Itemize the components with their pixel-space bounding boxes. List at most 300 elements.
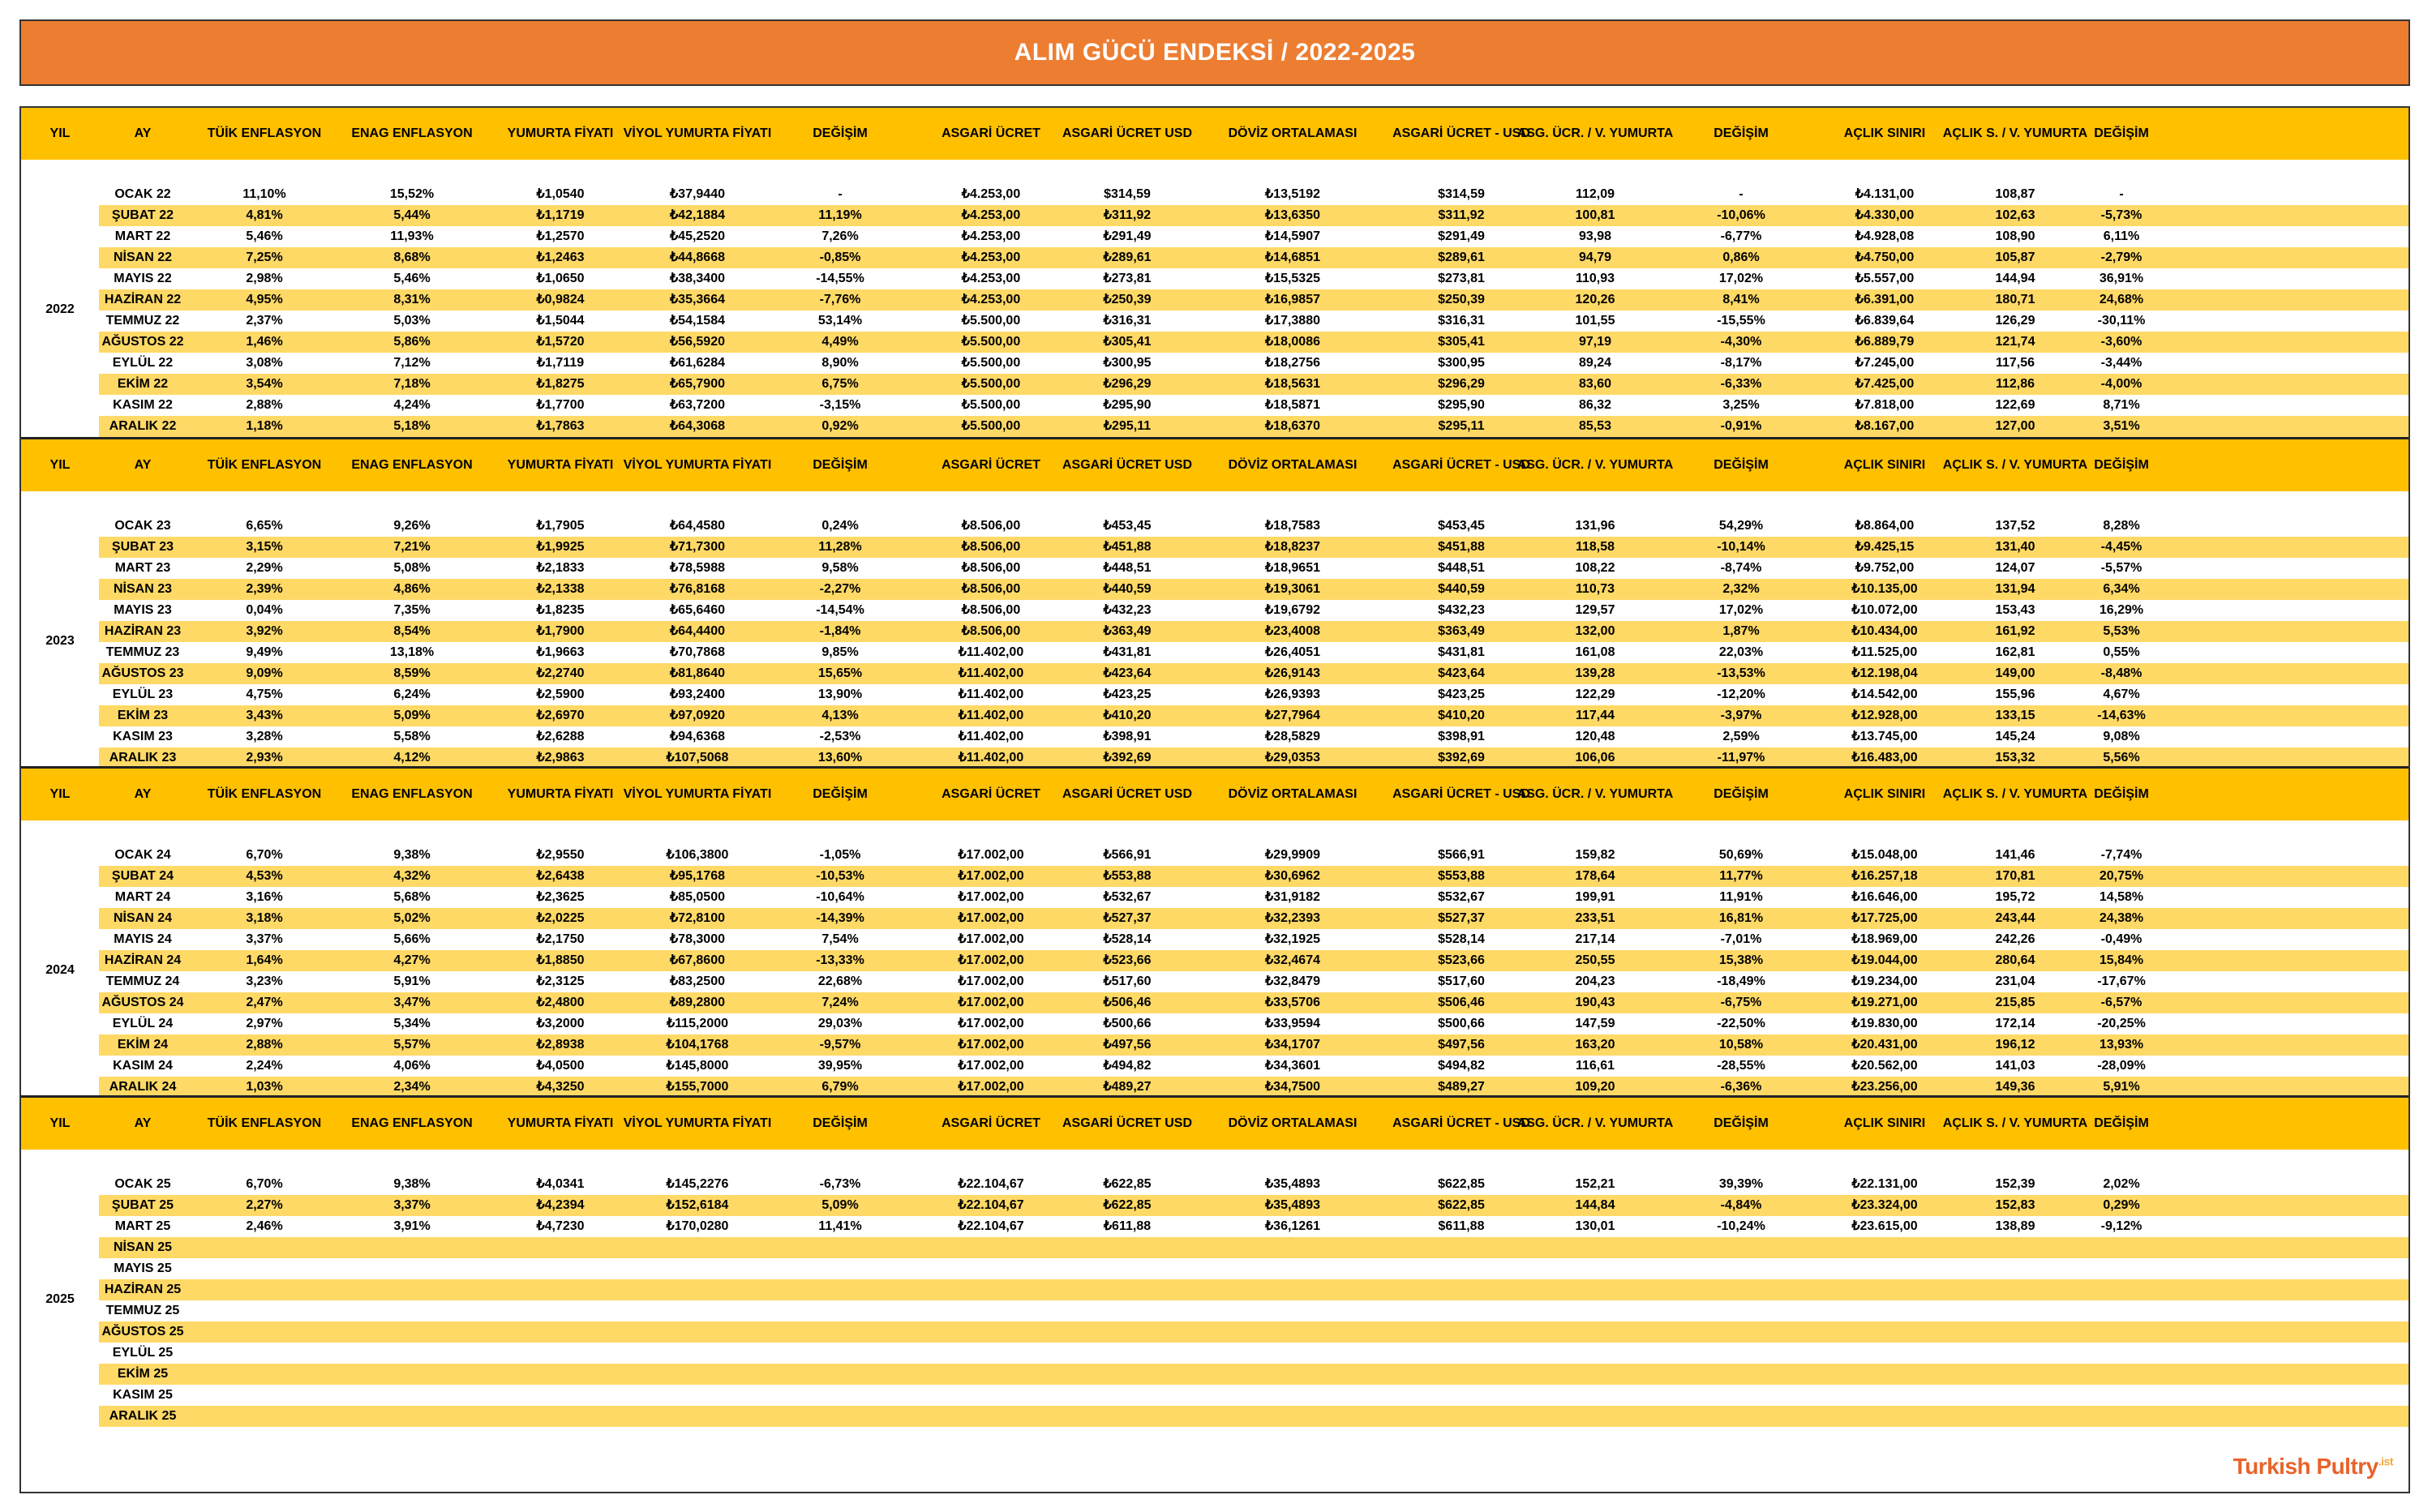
column-header: ASG. ÜCR. / V. YUMURTA [1516, 1116, 1674, 1130]
value-cell: 3,54% [246, 377, 283, 391]
month-cell: MART 24 [114, 890, 171, 904]
value-cell: 5,18% [393, 419, 431, 433]
value-cell: ₺32,2393 [1264, 911, 1320, 925]
value-cell [1660, 1279, 1822, 1300]
value-cell: ₺152,6184 [666, 1198, 729, 1212]
value-cell: -14,55% [816, 272, 864, 285]
value-cell: -17,67% [2097, 974, 2146, 988]
value-cell: 3,92% [246, 624, 283, 638]
value-cell: -4,45% [2100, 540, 2142, 554]
column-header: ASGARİ ÜCRET USD [1062, 126, 1192, 140]
column-header: VİYOL YUMURTA FİYATI [623, 126, 772, 140]
value-cell: ₺11.402,00 [958, 730, 1024, 743]
column-header: VİYOL YUMURTA FİYATI [623, 787, 772, 801]
value-cell: 0,04% [246, 603, 283, 617]
value-cell: 7,18% [393, 377, 431, 391]
month-cell: AĞUSTOS 24 [101, 996, 184, 1009]
value-cell: ₺76,8168 [669, 582, 725, 596]
value-cell: ₺72,8100 [669, 911, 725, 925]
value-cell: 180,71 [1995, 293, 2035, 306]
value-cell [2040, 1279, 2203, 1300]
value-cell: 155,96 [1995, 687, 2035, 701]
column-header: ENAG ENFLASYON [351, 1116, 473, 1130]
value-cell [1212, 1364, 1374, 1385]
column-header: DEĞİŞİM [1714, 458, 1769, 472]
value-cell: ₺35,4893 [1264, 1198, 1320, 1212]
value-cell: $528,14 [1438, 932, 1485, 946]
value-cell: ₺36,1261 [1264, 1219, 1320, 1233]
value-cell: ₺18.969,00 [1851, 932, 1918, 946]
value-cell: ₺34,7500 [1264, 1080, 1320, 1094]
month-cell: MAYIS 25 [114, 1261, 172, 1275]
column-header: AÇLIK S. / V. YUMURTA [1942, 126, 2088, 140]
column-header: ASGARİ ÜCRET [941, 458, 1040, 472]
value-cell: ₺13,5192 [1264, 187, 1320, 201]
value-cell: ₺1,8235 [536, 603, 585, 617]
month-cell: ARALIK 23 [109, 751, 177, 765]
table-row [21, 971, 2408, 992]
value-cell: ₺13,6350 [1264, 208, 1320, 222]
value-cell: 5,91% [393, 974, 431, 988]
value-cell [759, 1258, 921, 1279]
value-cell: ₺17.002,00 [958, 932, 1024, 946]
purchasing-power-table [19, 106, 2410, 1493]
value-cell: ₺15.048,00 [1851, 848, 1918, 862]
value-cell: ₺5.500,00 [961, 335, 1021, 349]
value-cell: ₺56,5920 [669, 335, 725, 349]
value-cell: ₺250,39 [1103, 293, 1152, 306]
value-cell: 149,00 [1995, 666, 2035, 680]
column-header: DEĞİŞİM [1714, 126, 1769, 140]
value-cell [616, 1343, 778, 1364]
value-cell: -6,33% [1720, 377, 1762, 391]
value-cell [616, 1364, 778, 1385]
value-cell: 3,37% [246, 932, 283, 946]
value-cell [1514, 1385, 1676, 1406]
value-cell: - [838, 187, 843, 201]
column-header: YUMURTA FİYATI [507, 458, 614, 472]
value-cell: $497,56 [1438, 1038, 1485, 1052]
column-header: TÜİK ENFLASYON [207, 126, 322, 140]
value-cell: 5,86% [393, 335, 431, 349]
value-cell: ₺4.253,00 [961, 187, 1021, 201]
value-cell [331, 1321, 493, 1343]
value-cell: 3,37% [393, 1198, 431, 1212]
value-cell [2040, 1364, 2203, 1385]
value-cell [616, 1258, 778, 1279]
value-cell: 29,03% [817, 1017, 863, 1030]
month-cell: ŞUBAT 25 [111, 1198, 174, 1212]
column-header: TÜİK ENFLASYON [207, 1116, 322, 1130]
value-cell: ₺2,3125 [536, 974, 585, 988]
value-cell: ₺431,81 [1103, 645, 1152, 659]
month-cell: NİSAN 24 [113, 911, 173, 925]
value-cell: -2,27% [819, 582, 861, 596]
value-cell: $289,61 [1438, 251, 1485, 264]
month-cell: EKİM 24 [117, 1038, 169, 1052]
value-cell: ₺1,9925 [536, 540, 585, 554]
table-row [21, 374, 2408, 395]
month-cell: HAZİRAN 25 [104, 1283, 182, 1296]
value-cell [1046, 1300, 1208, 1321]
value-cell: ₺26,4051 [1264, 645, 1320, 659]
value-cell [616, 1406, 778, 1427]
value-cell: $553,88 [1438, 869, 1485, 883]
value-cell: 5,44% [393, 208, 431, 222]
value-cell: 8,41% [1722, 293, 1760, 306]
value-cell [183, 1385, 345, 1406]
value-cell: 7,54% [821, 932, 859, 946]
value-cell: 15,38% [1718, 953, 1764, 967]
value-cell: 2,93% [246, 751, 283, 765]
value-cell: ₺61,6284 [669, 356, 725, 370]
value-cell: 110,93 [1575, 272, 1615, 285]
value-cell [1660, 1258, 1822, 1279]
value-cell: ₺33,9594 [1264, 1017, 1320, 1030]
value-cell: ₺32,4674 [1264, 953, 1320, 967]
value-cell: 13,60% [817, 751, 863, 765]
value-cell: 11,93% [390, 229, 434, 243]
value-cell: ₺34,1707 [1264, 1038, 1320, 1052]
value-cell: ₺392,69 [1103, 751, 1152, 765]
value-cell: -7,74% [2100, 848, 2142, 862]
value-cell: 108,90 [1995, 229, 2035, 243]
value-cell: ₺23.256,00 [1851, 1080, 1918, 1094]
value-cell [759, 1321, 921, 1343]
value-cell: ₺16.483,00 [1851, 751, 1918, 765]
value-cell [1660, 1237, 1822, 1258]
value-cell: 196,12 [1995, 1038, 2035, 1052]
value-cell: $523,66 [1438, 953, 1485, 967]
value-cell [331, 1300, 493, 1321]
value-cell: ₺4,2394 [536, 1198, 585, 1212]
value-cell: $527,37 [1438, 911, 1485, 925]
value-cell: ₺32,8479 [1264, 974, 1320, 988]
value-cell: ₺410,20 [1103, 709, 1152, 722]
value-cell: ₺89,2800 [669, 996, 725, 1009]
value-cell: -14,54% [816, 603, 864, 617]
value-cell [1514, 1364, 1676, 1385]
value-cell: 243,44 [1995, 911, 2035, 925]
value-cell: ₺4,0341 [536, 1177, 585, 1191]
value-cell: ₺432,23 [1103, 603, 1152, 617]
value-cell: 152,21 [1575, 1177, 1615, 1191]
value-cell: ₺448,51 [1103, 561, 1152, 575]
value-cell: ₺1,8850 [536, 953, 585, 967]
value-cell: ₺423,64 [1103, 666, 1152, 680]
value-cell [183, 1364, 345, 1385]
column-header: AÇLIK S. / V. YUMURTA [1942, 1116, 2088, 1130]
value-cell [616, 1237, 778, 1258]
table-row [21, 184, 2408, 205]
month-cell: TEMMUZ 23 [105, 645, 180, 659]
value-cell: $295,90 [1438, 398, 1485, 412]
value-cell: 2,24% [246, 1059, 283, 1073]
column-header: ASGARİ ÜCRET - USD [1392, 126, 1530, 140]
value-cell: 97,19 [1578, 335, 1612, 349]
value-cell: 124,07 [1995, 561, 2035, 575]
value-cell: ₺18,5871 [1264, 398, 1320, 412]
value-cell: ₺18,9651 [1264, 561, 1320, 575]
value-cell: 3,43% [246, 709, 283, 722]
value-cell: 117,56 [1995, 356, 2035, 370]
value-cell: -0,49% [2100, 932, 2142, 946]
value-cell [2040, 1321, 2203, 1343]
value-cell: 11,28% [818, 540, 862, 554]
table-row [21, 1174, 2408, 1195]
value-cell [1046, 1258, 1208, 1279]
value-cell: 1,64% [246, 953, 283, 967]
value-cell: ₺17.002,00 [958, 848, 1024, 862]
value-cell: 4,27% [393, 953, 431, 967]
value-cell [2040, 1385, 2203, 1406]
value-cell: 50,69% [1718, 848, 1764, 862]
value-cell: ₺8.506,00 [961, 624, 1021, 638]
value-cell: $291,49 [1438, 229, 1485, 243]
column-header: AÇLIK S. / V. YUMURTA [1942, 458, 2088, 472]
value-cell: ₺1,0540 [536, 187, 585, 201]
value-cell: -14,39% [816, 911, 864, 925]
value-cell: ₺2,2740 [536, 666, 585, 680]
value-cell [1212, 1406, 1374, 1427]
month-cell: OCAK 24 [114, 848, 171, 862]
value-cell: 5,53% [2103, 624, 2140, 638]
value-cell: -18,49% [1717, 974, 1765, 988]
value-cell: 3,23% [246, 974, 283, 988]
value-cell: ₺8.506,00 [961, 540, 1021, 554]
value-cell: ₺2,5900 [536, 687, 585, 701]
value-cell: -3,60% [2100, 335, 2142, 349]
value-cell: ₺64,4580 [669, 519, 725, 533]
header-row [21, 439, 2408, 491]
value-cell: -6,36% [1720, 1080, 1762, 1094]
value-cell: 121,74 [1995, 335, 2035, 349]
value-cell [1212, 1343, 1374, 1364]
value-cell: ₺1,0650 [536, 272, 585, 285]
value-cell: ₺489,27 [1103, 1080, 1152, 1094]
value-cell: $506,46 [1438, 996, 1485, 1009]
month-cell: TEMMUZ 25 [105, 1304, 180, 1317]
table-row [21, 1258, 2408, 1279]
value-cell: ₺30,6962 [1264, 869, 1320, 883]
value-cell: 5,57% [393, 1038, 431, 1052]
value-cell: 5,08% [393, 561, 431, 575]
value-cell: 117,44 [1575, 709, 1615, 722]
value-cell: ₺296,29 [1103, 377, 1152, 391]
value-cell: ₺305,41 [1103, 335, 1152, 349]
value-cell: ₺17.002,00 [958, 1080, 1024, 1094]
value-cell: 204,23 [1575, 974, 1615, 988]
value-cell: ₺155,7000 [666, 1080, 729, 1094]
value-cell: -2,79% [2100, 251, 2142, 264]
column-header: YUMURTA FİYATI [507, 787, 614, 801]
month-cell: MART 23 [114, 561, 171, 575]
value-cell: ₺5.500,00 [961, 314, 1021, 328]
value-cell [1514, 1279, 1676, 1300]
value-cell: -0,91% [1720, 419, 1762, 433]
table-row [21, 908, 2408, 929]
column-header: AÇLIK S. / V. YUMURTA [1942, 787, 2088, 801]
value-cell [1046, 1237, 1208, 1258]
value-cell: $453,45 [1438, 519, 1485, 533]
month-cell: KASIM 24 [113, 1059, 173, 1073]
month-cell: OCAK 23 [114, 519, 171, 533]
value-cell: ₺517,60 [1103, 974, 1152, 988]
value-cell: ₺18,2756 [1264, 356, 1320, 370]
value-cell: -10,53% [816, 869, 864, 883]
year-block-2023 [21, 437, 2408, 775]
column-header: ENAG ENFLASYON [351, 458, 473, 472]
table-row [21, 845, 2408, 866]
value-cell [1212, 1300, 1374, 1321]
value-cell: ₺4.253,00 [961, 272, 1021, 285]
table-row [21, 1364, 2408, 1385]
value-cell: ₺32,1925 [1264, 932, 1320, 946]
value-cell [2040, 1343, 2203, 1364]
column-header: ASG. ÜCR. / V. YUMURTA [1516, 787, 1674, 801]
value-cell: 11,19% [818, 208, 862, 222]
value-cell: - [1739, 187, 1744, 201]
value-cell: 131,96 [1575, 519, 1615, 533]
value-cell: ₺97,0920 [669, 709, 725, 722]
value-cell: $300,95 [1438, 356, 1485, 370]
value-cell: ₺4.750,00 [1855, 251, 1915, 264]
value-cell: -13,33% [816, 953, 864, 967]
month-cell: TEMMUZ 24 [105, 974, 180, 988]
value-cell: ₺1,9663 [536, 645, 585, 659]
value-cell [1660, 1406, 1822, 1427]
value-cell: 3,47% [393, 996, 431, 1009]
value-cell: 3,51% [2103, 419, 2140, 433]
value-cell: ₺295,90 [1103, 398, 1152, 412]
value-cell: -3,15% [819, 398, 861, 412]
value-cell: 4,86% [393, 582, 431, 596]
value-cell: ₺5.557,00 [1855, 272, 1915, 285]
column-header: ASGARİ ÜCRET - USD [1392, 787, 1530, 801]
table-row [21, 1343, 2408, 1364]
value-cell: 39,39% [1718, 1177, 1764, 1191]
value-cell: ₺1,2570 [536, 229, 585, 243]
year-label: 2024 [45, 963, 75, 977]
value-cell: 89,24 [1578, 356, 1612, 370]
value-cell: 231,04 [1995, 974, 2035, 988]
value-cell [1660, 1343, 1822, 1364]
value-cell: ₺9.425,15 [1855, 540, 1915, 554]
value-cell: ₺2,1750 [536, 932, 585, 946]
value-cell: ₺4,7230 [536, 1219, 585, 1233]
value-cell: 4,13% [821, 709, 859, 722]
value-cell: ₺4,0500 [536, 1059, 585, 1073]
value-cell: 190,43 [1575, 996, 1615, 1009]
value-cell: -11,97% [1717, 751, 1765, 765]
value-cell: 15,84% [2099, 953, 2144, 967]
value-cell: 17,02% [1718, 603, 1764, 617]
column-header: ASGARİ ÜCRET [941, 787, 1040, 801]
value-cell [1046, 1343, 1208, 1364]
table-row [21, 1321, 2408, 1343]
value-cell: ₺506,46 [1103, 996, 1152, 1009]
value-cell: ₺1,5720 [536, 335, 585, 349]
value-cell: -4,84% [1720, 1198, 1762, 1212]
value-cell [183, 1279, 345, 1300]
value-cell: ₺65,6460 [669, 603, 725, 617]
value-cell: 1,03% [246, 1080, 283, 1094]
value-cell: 9,09% [246, 666, 283, 680]
month-cell: TEMMUZ 22 [105, 314, 180, 328]
month-cell: MART 22 [114, 229, 171, 243]
value-cell: ₺10.135,00 [1851, 582, 1918, 596]
value-cell: ₺19.234,00 [1851, 974, 1918, 988]
value-cell: ₺64,3068 [669, 419, 725, 433]
value-cell: 195,72 [1995, 890, 2035, 904]
value-cell [1514, 1300, 1676, 1321]
value-cell: 122,29 [1575, 687, 1615, 701]
value-cell: ₺14,6851 [1264, 251, 1320, 264]
value-cell: ₺17.002,00 [958, 953, 1024, 967]
value-cell: 4,32% [393, 869, 431, 883]
value-cell: 6,70% [246, 1177, 283, 1191]
value-cell: 9,26% [393, 519, 431, 533]
value-cell: ₺2,0225 [536, 911, 585, 925]
value-cell: ₺398,91 [1103, 730, 1152, 743]
table-row [21, 416, 2408, 437]
value-cell: ₺37,9440 [669, 187, 725, 201]
value-cell: 2,29% [246, 561, 283, 575]
table-row [21, 950, 2408, 971]
table-row [21, 621, 2408, 642]
value-cell: ₺17.002,00 [958, 1017, 1024, 1030]
value-cell: 3,08% [246, 356, 283, 370]
value-cell: ₺78,3000 [669, 932, 725, 946]
value-cell [759, 1406, 921, 1427]
value-cell: 110,73 [1575, 582, 1615, 596]
value-cell: $566,91 [1438, 848, 1485, 862]
value-cell [2040, 1406, 2203, 1427]
table-row [21, 1056, 2408, 1077]
value-cell: 172,14 [1995, 1017, 2035, 1030]
value-cell: ₺104,1768 [666, 1038, 729, 1052]
value-cell: 7,12% [393, 356, 431, 370]
table-row [21, 311, 2408, 332]
year-block-2022 [21, 108, 2408, 443]
value-cell: ₺8.864,00 [1855, 519, 1915, 533]
value-cell: 7,24% [821, 996, 859, 1009]
month-cell: ARALIK 25 [109, 1409, 177, 1423]
value-cell [183, 1406, 345, 1427]
value-cell: 199,91 [1575, 890, 1615, 904]
column-header: YIL [49, 787, 71, 801]
value-cell: ₺33,5706 [1264, 996, 1320, 1009]
value-cell: ₺553,88 [1103, 869, 1152, 883]
column-header: ASGARİ ÜCRET [941, 126, 1040, 140]
value-cell: ₺500,66 [1103, 1017, 1152, 1030]
value-cell: -4,30% [1720, 335, 1762, 349]
value-cell: 106,06 [1575, 751, 1615, 765]
value-cell: $273,81 [1438, 272, 1485, 285]
value-cell: 159,82 [1575, 848, 1615, 862]
value-cell: ₺566,91 [1103, 848, 1152, 862]
value-cell: 109,20 [1575, 1080, 1615, 1094]
value-cell: ₺19.271,00 [1851, 996, 1918, 1009]
value-cell: 144,84 [1575, 1198, 1615, 1212]
value-cell: 3,91% [393, 1219, 431, 1233]
table-row [21, 705, 2408, 726]
value-cell: ₺8.506,00 [961, 561, 1021, 575]
value-cell: $296,29 [1438, 377, 1485, 391]
column-header: DÖVİZ ORTALAMASI [1228, 126, 1358, 140]
value-cell: ₺17.002,00 [958, 1038, 1024, 1052]
value-cell: -1,05% [819, 848, 861, 862]
